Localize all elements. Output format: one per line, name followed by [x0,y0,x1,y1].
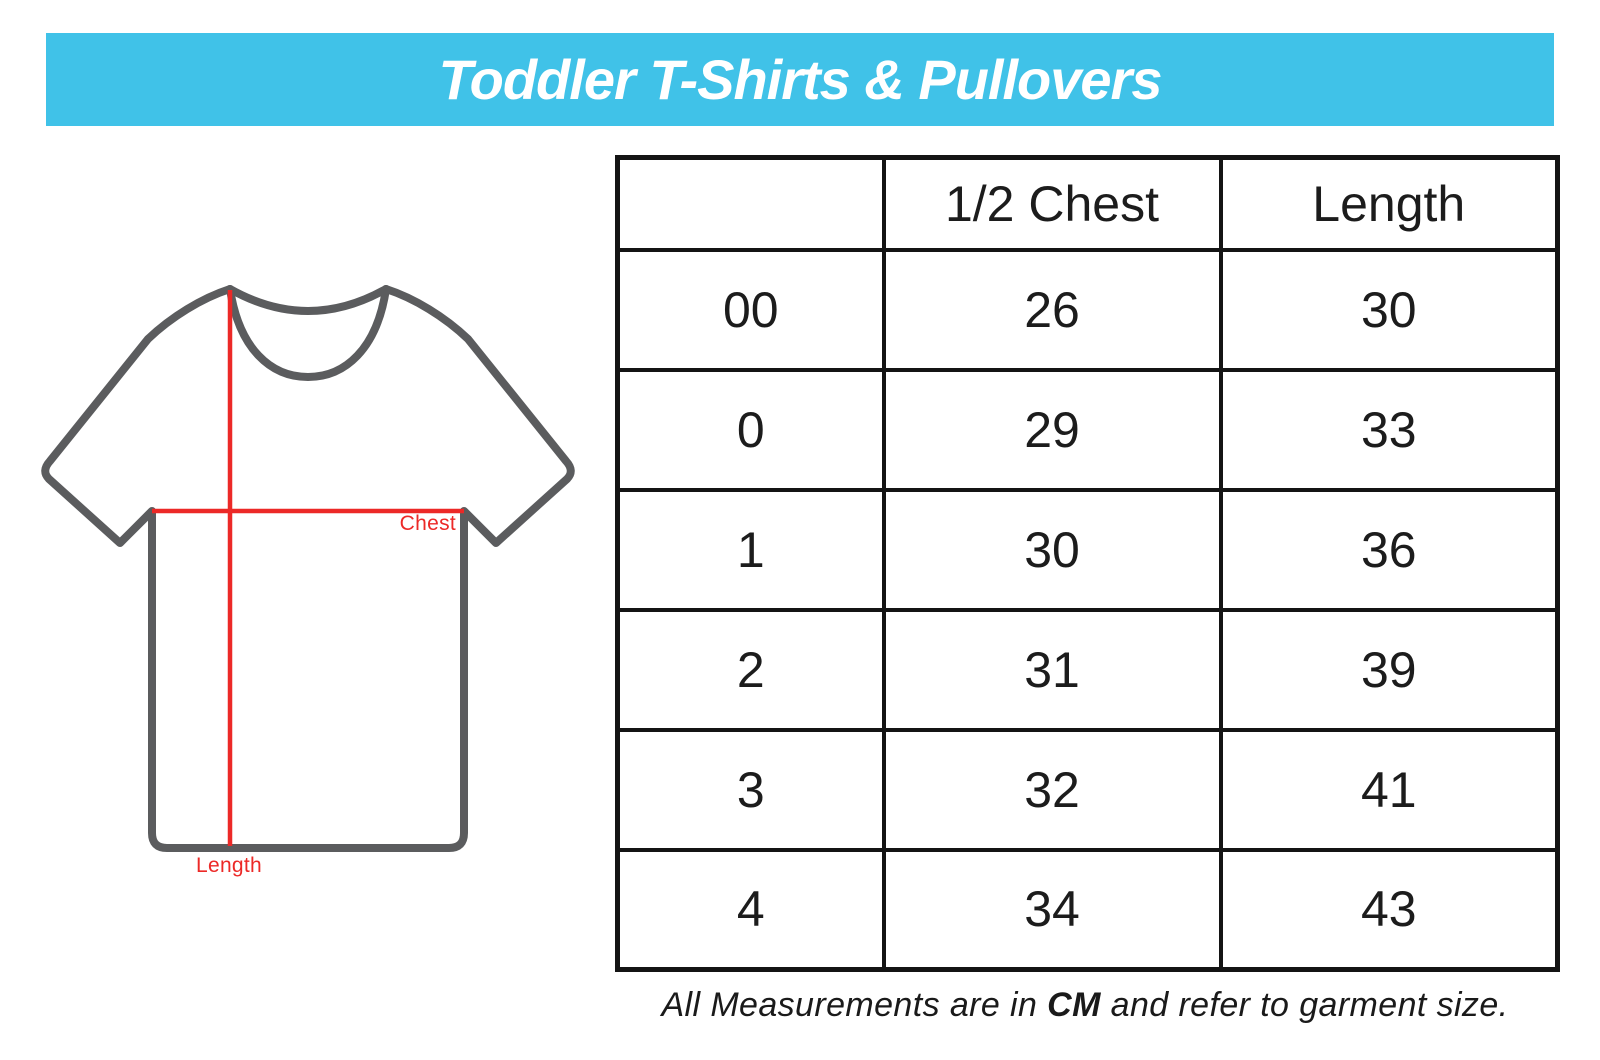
page-title: Toddler T-Shirts & Pullovers [438,48,1162,111]
table-row [618,370,1558,490]
half-chest-cell: 26 [884,250,1221,370]
note-unit: CM [1047,986,1101,1024]
collar-back-line [230,289,386,311]
size-cell: 0 [618,370,884,490]
half-chest-cell: 34 [884,850,1221,970]
size-cell: 4 [618,850,884,970]
half-chest-cell: 32 [884,730,1221,850]
table-row [618,730,1558,850]
header-length-cell: Length [1221,158,1558,250]
length-cell: 30 [1221,250,1558,370]
size-cell: 3 [618,730,884,850]
header-half-chest-cell: 1/2 Chest [884,158,1221,250]
length-cell: 36 [1221,490,1558,610]
note-prefix: All Measurements are in [661,986,1048,1024]
table-header-row [618,158,1558,250]
size-cell: 1 [618,490,884,610]
table-row [618,250,1558,370]
note-suffix: and refer to garment size. [1100,986,1509,1024]
table-row [618,610,1558,730]
measurement-note [595,986,1575,1025]
size-chart-table [615,155,1560,972]
size-cell: 2 [618,610,884,730]
half-chest-cell: 29 [884,370,1221,490]
title-banner [46,33,1554,126]
half-chest-cell: 30 [884,490,1221,610]
length-cell: 39 [1221,610,1558,730]
length-cell: 33 [1221,370,1558,490]
length-cell: 43 [1221,850,1558,970]
table-row [618,850,1558,970]
header-size-cell [618,158,884,250]
tshirt-outline-icon [28,275,580,875]
tshirt-body-outline [45,289,571,848]
length-cell: 41 [1221,730,1558,850]
length-label: Length [195,854,263,877]
chest-label: Chest [399,512,456,535]
table-row [618,490,1558,610]
half-chest-cell: 31 [884,610,1221,730]
size-cell: 00 [618,250,884,370]
